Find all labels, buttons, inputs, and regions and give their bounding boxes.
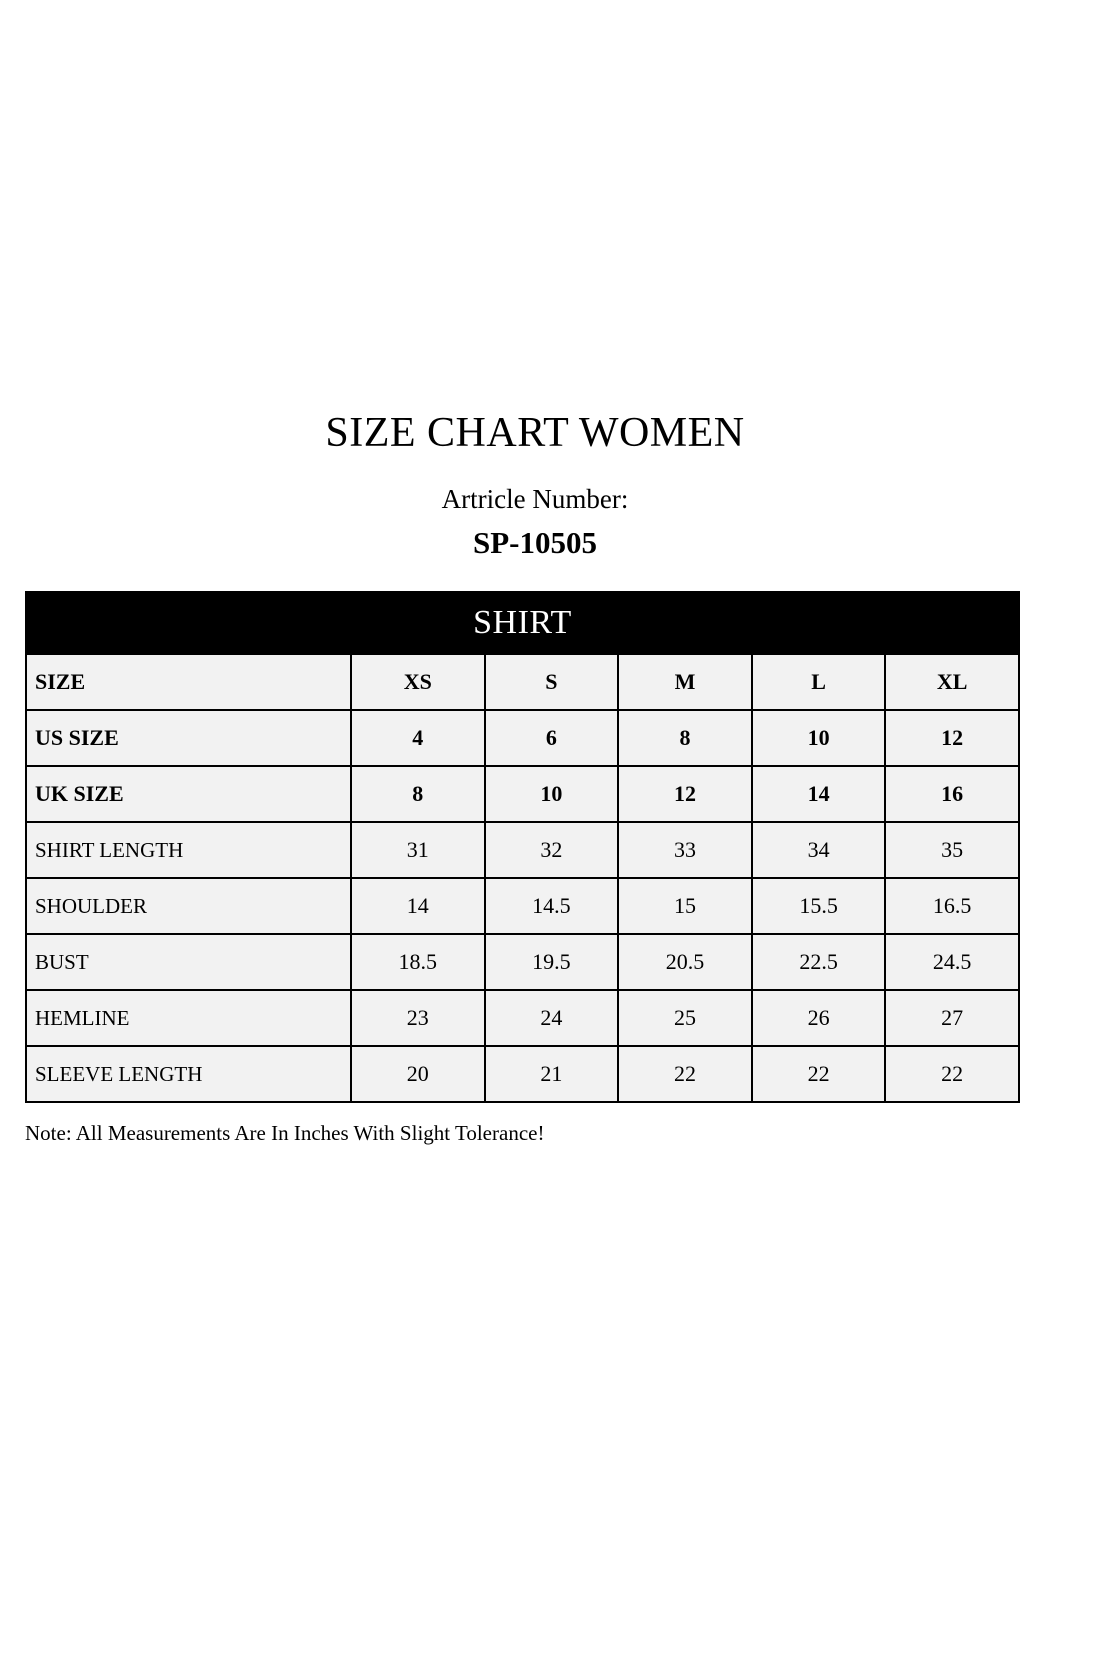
table-row <box>26 710 1019 766</box>
row-value: 16.5 <box>885 878 1019 934</box>
row-value: 10 <box>752 710 886 766</box>
row-value: 33 <box>618 822 752 878</box>
row-value: 14 <box>351 878 485 934</box>
table-header-row <box>26 654 1019 710</box>
row-value: 31 <box>351 822 485 878</box>
row-value: 25 <box>618 990 752 1046</box>
row-value: 34 <box>752 822 886 878</box>
table-row <box>26 990 1019 1046</box>
row-label: HEMLINE <box>26 990 351 1046</box>
row-label: US SIZE <box>26 710 351 766</box>
row-label: SHOULDER <box>26 878 351 934</box>
row-value: 18.5 <box>351 934 485 990</box>
garment-header-row <box>26 592 1019 654</box>
row-value: 16 <box>885 766 1019 822</box>
row-value: 24.5 <box>885 934 1019 990</box>
size-chart-table <box>25 591 1020 1103</box>
row-value: 23 <box>351 990 485 1046</box>
row-label: UK SIZE <box>26 766 351 822</box>
column-header-xs: XS <box>351 654 485 710</box>
row-value: 8 <box>351 766 485 822</box>
page-title: SIZE CHART WOMEN <box>325 410 745 456</box>
row-value: 32 <box>485 822 619 878</box>
table-row <box>26 766 1019 822</box>
row-value: 20.5 <box>618 934 752 990</box>
row-value: 35 <box>885 822 1019 878</box>
row-value: 14.5 <box>485 878 619 934</box>
column-header-xl: XL <box>885 654 1019 710</box>
row-value: 24 <box>485 990 619 1046</box>
table-row <box>26 1046 1019 1102</box>
document-content <box>25 410 1085 1146</box>
row-label: BUST <box>26 934 351 990</box>
row-value: 8 <box>618 710 752 766</box>
table-row <box>26 934 1019 990</box>
measurement-note: Note: All Measurements Are In Inches With Slight Tolerance! <box>25 1121 545 1146</box>
row-value: 4 <box>351 710 485 766</box>
table-row <box>26 822 1019 878</box>
column-header-size: SIZE <box>26 654 351 710</box>
row-value: 22.5 <box>752 934 886 990</box>
table-row <box>26 878 1019 934</box>
column-header-m: M <box>618 654 752 710</box>
row-value: 15.5 <box>752 878 886 934</box>
row-value: 22 <box>618 1046 752 1102</box>
row-value: 22 <box>885 1046 1019 1102</box>
row-label: SLEEVE LENGTH <box>26 1046 351 1102</box>
garment-name: SHIRT <box>26 592 1019 654</box>
row-value: 14 <box>752 766 886 822</box>
row-value: 19.5 <box>485 934 619 990</box>
row-value: 20 <box>351 1046 485 1102</box>
row-value: 26 <box>752 990 886 1046</box>
row-label: SHIRT LENGTH <box>26 822 351 878</box>
row-value: 12 <box>618 766 752 822</box>
row-value: 10 <box>485 766 619 822</box>
row-value: 22 <box>752 1046 886 1102</box>
row-value: 12 <box>885 710 1019 766</box>
article-number-label: Artricle Number: <box>441 484 629 515</box>
row-value: 6 <box>485 710 619 766</box>
row-value: 15 <box>618 878 752 934</box>
column-header-l: L <box>752 654 886 710</box>
row-value: 27 <box>885 990 1019 1046</box>
row-value: 21 <box>485 1046 619 1102</box>
article-number-value: SP-10505 <box>473 525 597 561</box>
column-header-s: S <box>485 654 619 710</box>
